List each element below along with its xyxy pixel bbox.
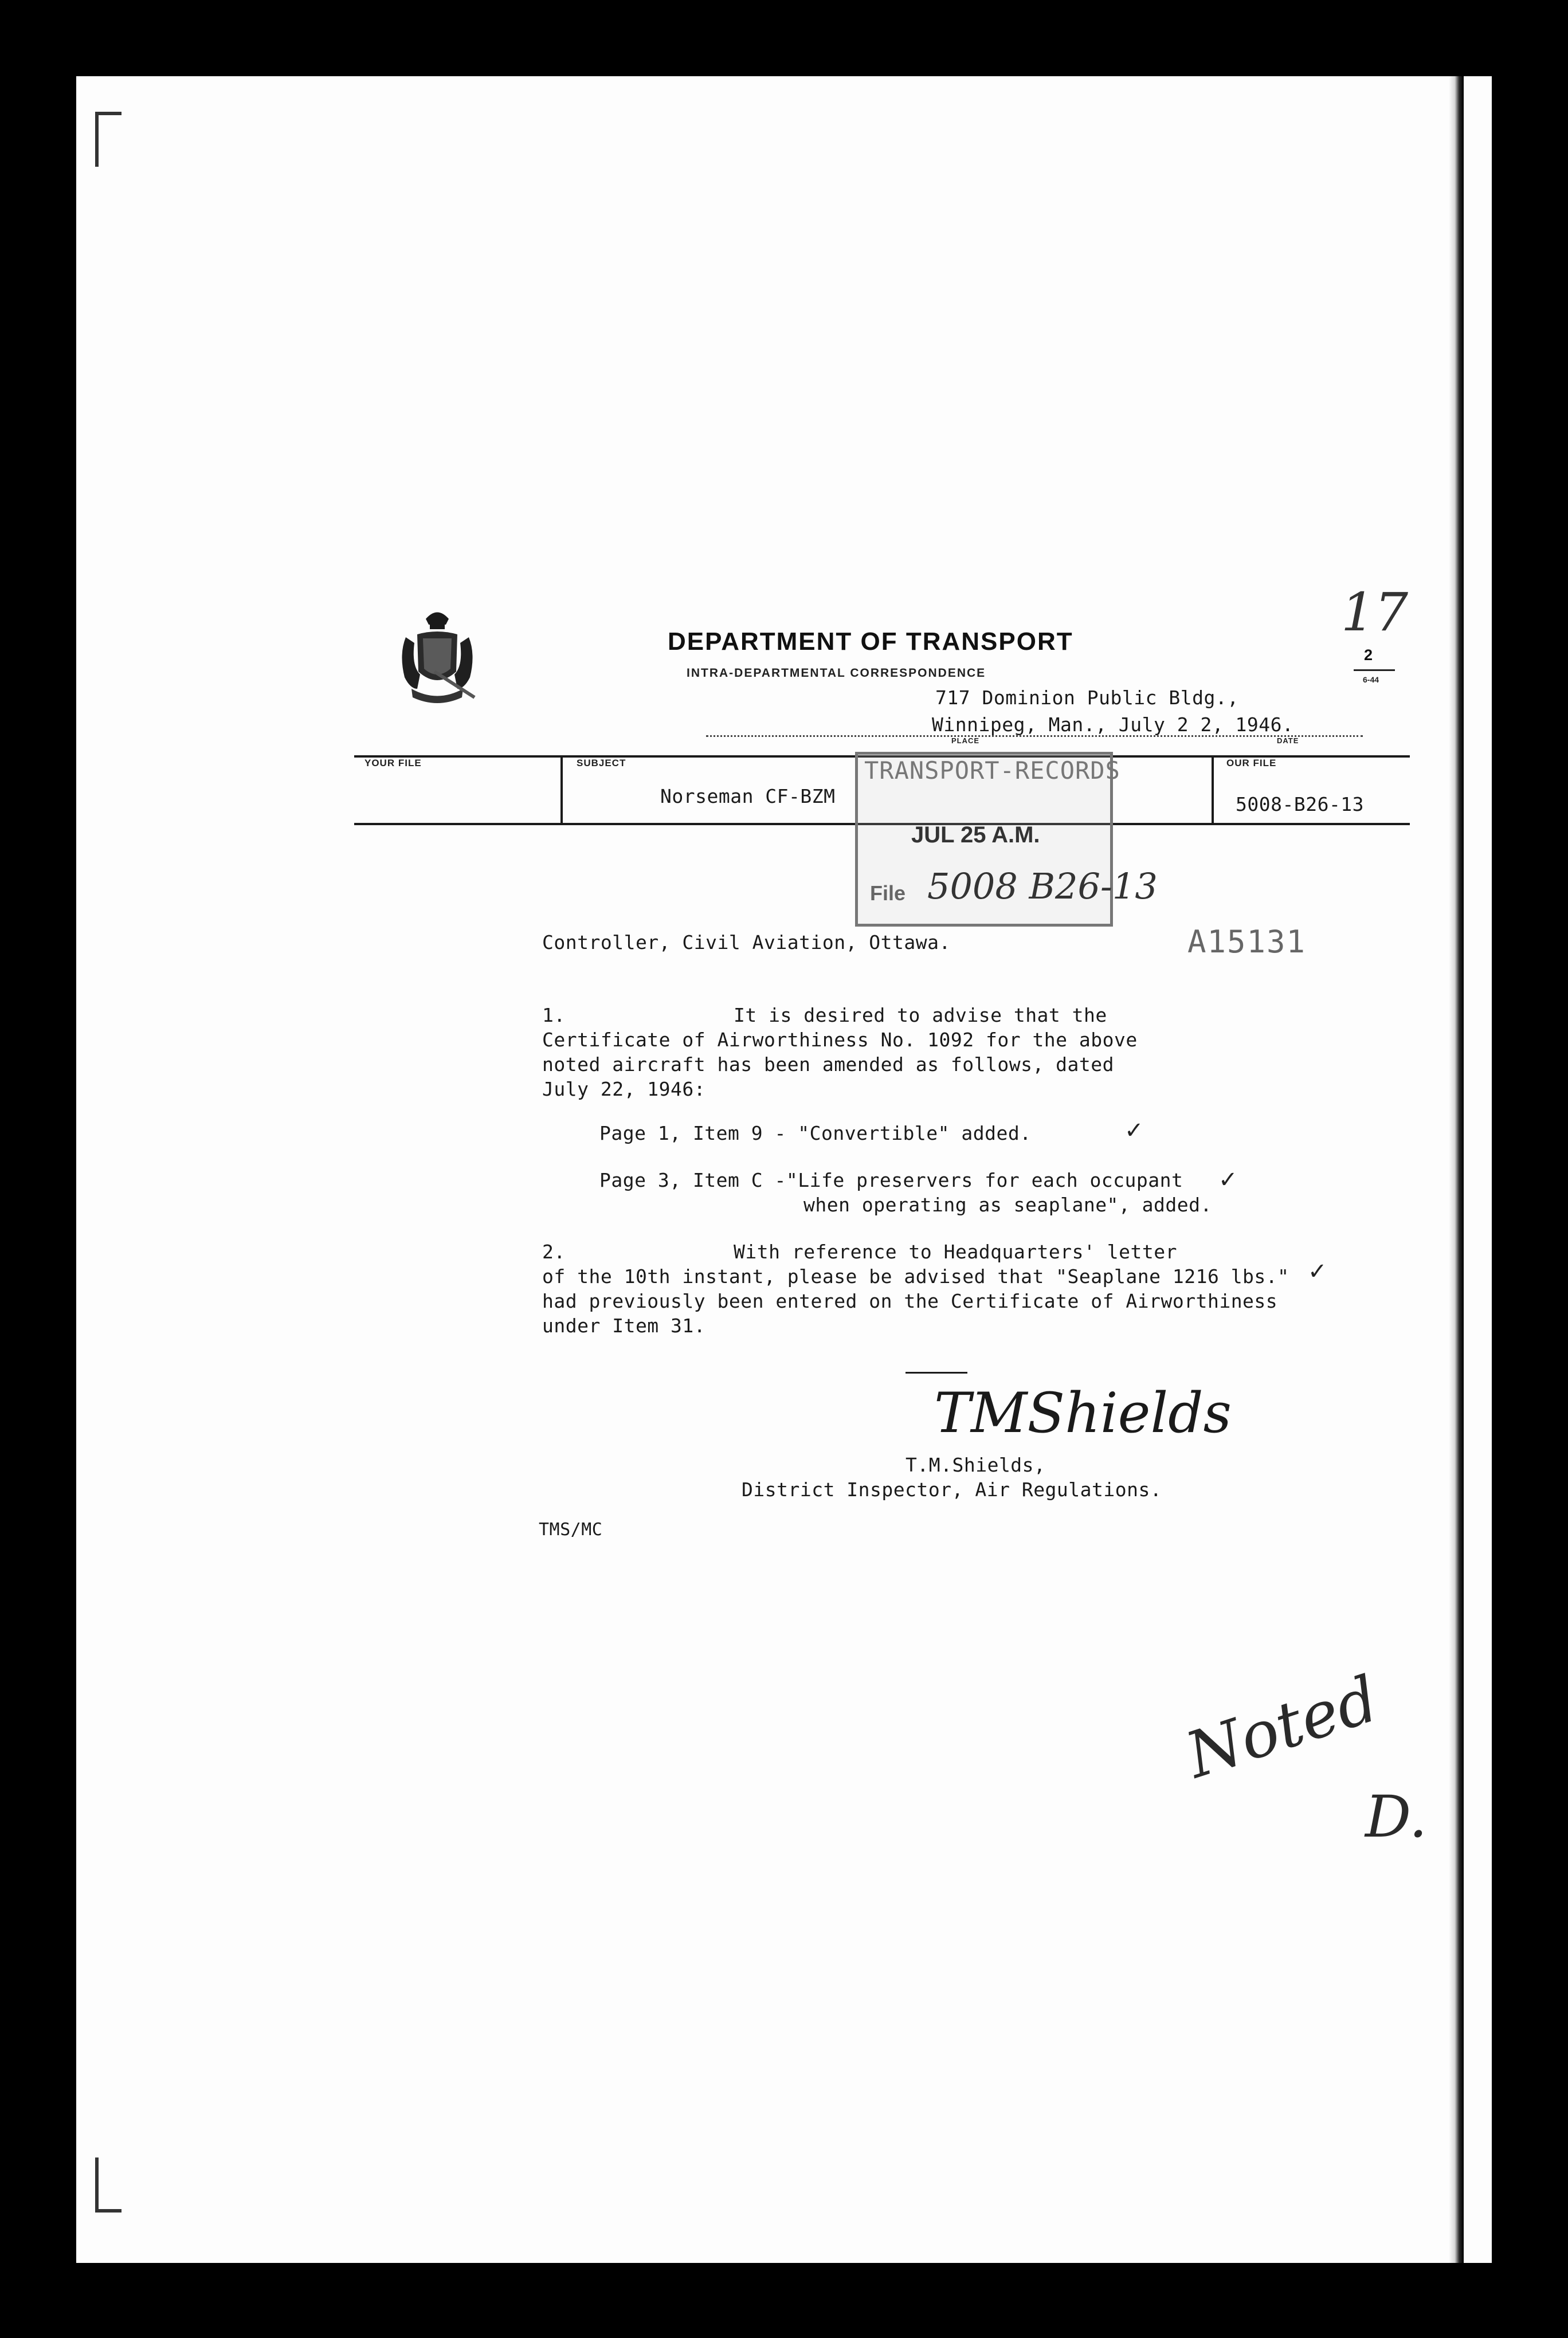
your-file-label: YOUR FILE [364, 758, 422, 768]
para1-line-1: It is desired to advise that the [734, 1004, 1107, 1026]
header-divider-2 [1212, 755, 1214, 825]
para1-number: 1. [542, 1004, 566, 1026]
subject-label: SUBJECT [577, 758, 626, 768]
addressee: Controller, Civil Aviation, Ottawa. [542, 931, 951, 954]
para2-line-1: With reference to Headquarters' letter [734, 1241, 1177, 1263]
stamp-title: TRANSPORT-RECORDS [864, 756, 1120, 784]
place-label: PLACE [951, 736, 980, 745]
para2-number: 2. [542, 1241, 566, 1263]
our-file-label: OUR FILE [1226, 758, 1277, 768]
stamp-date: JUL 25 A.M. [911, 822, 1040, 848]
place-date-value: Winnipeg, Man., July 2 2, 1946. [932, 713, 1294, 736]
signatory-title: District Inspector, Air Regulations. [742, 1478, 1162, 1501]
para1-line-4: July 22, 1946: [542, 1078, 706, 1100]
our-file-value: 5008-B26-13 [1236, 793, 1365, 815]
para2-line-2: of the 10th instant, please be advised that "Seaplane 1216 lbs." [542, 1265, 1289, 1288]
check-mark-icon: ✓ [1218, 1167, 1238, 1193]
corner-mark-bottom-left [95, 2157, 121, 2213]
form-number-rule [1354, 669, 1395, 671]
header-divider-1 [560, 755, 563, 825]
department-title: DEPARTMENT OF TRANSPORT [668, 627, 1073, 656]
signature-handwritten: TMShields [934, 1381, 1232, 1445]
subject-value: Norseman CF-BZM [660, 785, 836, 807]
check-mark-icon: ✓ [1308, 1258, 1327, 1285]
correspondence-type: INTRA-DEPARTMENTAL CORRESPONDENCE [687, 666, 986, 680]
para2-line-4: under Item 31. [542, 1315, 706, 1337]
corner-mark-top-left [95, 112, 121, 167]
para1-line-3: noted aircraft has been amended as follows, dated [542, 1053, 1115, 1076]
check-mark-icon: ✓ [1124, 1117, 1144, 1144]
amendment-item-1: Page 1, Item 9 - "Convertible" added. [599, 1122, 1032, 1144]
reference-initials: TMS/MC [539, 1520, 603, 1540]
sender-address: 717 Dominion Public Bldg., [935, 687, 1239, 709]
page-number-handwritten: 17 [1341, 582, 1409, 643]
para2-line-3: had previously been entered on the Certificate of Airworthiness [542, 1290, 1278, 1312]
date-label: DATE [1277, 736, 1299, 745]
place-date-dotted-line [706, 735, 1363, 737]
stamp-file-handwritten: 5008 B26-13 [927, 865, 1158, 907]
para1-line-2: Certificate of Airworthiness No. 1092 for the above [542, 1029, 1138, 1051]
form-number: 2 [1364, 646, 1373, 664]
signature-dash [905, 1372, 967, 1374]
stamp-file-label: File [870, 881, 906, 905]
amendment-item-2-line-2: when operating as seaplane", added. [803, 1194, 1212, 1216]
sheet-edge-shadow [1449, 76, 1464, 2263]
noted-handwritten: Noted [1177, 1662, 1387, 1792]
initial-handwritten: D. [1365, 1783, 1428, 1850]
form-date: 6-44 [1363, 675, 1379, 684]
amendment-item-2-line-1: Page 3, Item C -"Life preservers for each occupant [599, 1169, 1183, 1191]
royal-coat-of-arms-icon [394, 603, 480, 712]
signatory-name: T.M.Shields, [905, 1454, 1046, 1476]
archive-number: A15131 [1187, 924, 1307, 960]
